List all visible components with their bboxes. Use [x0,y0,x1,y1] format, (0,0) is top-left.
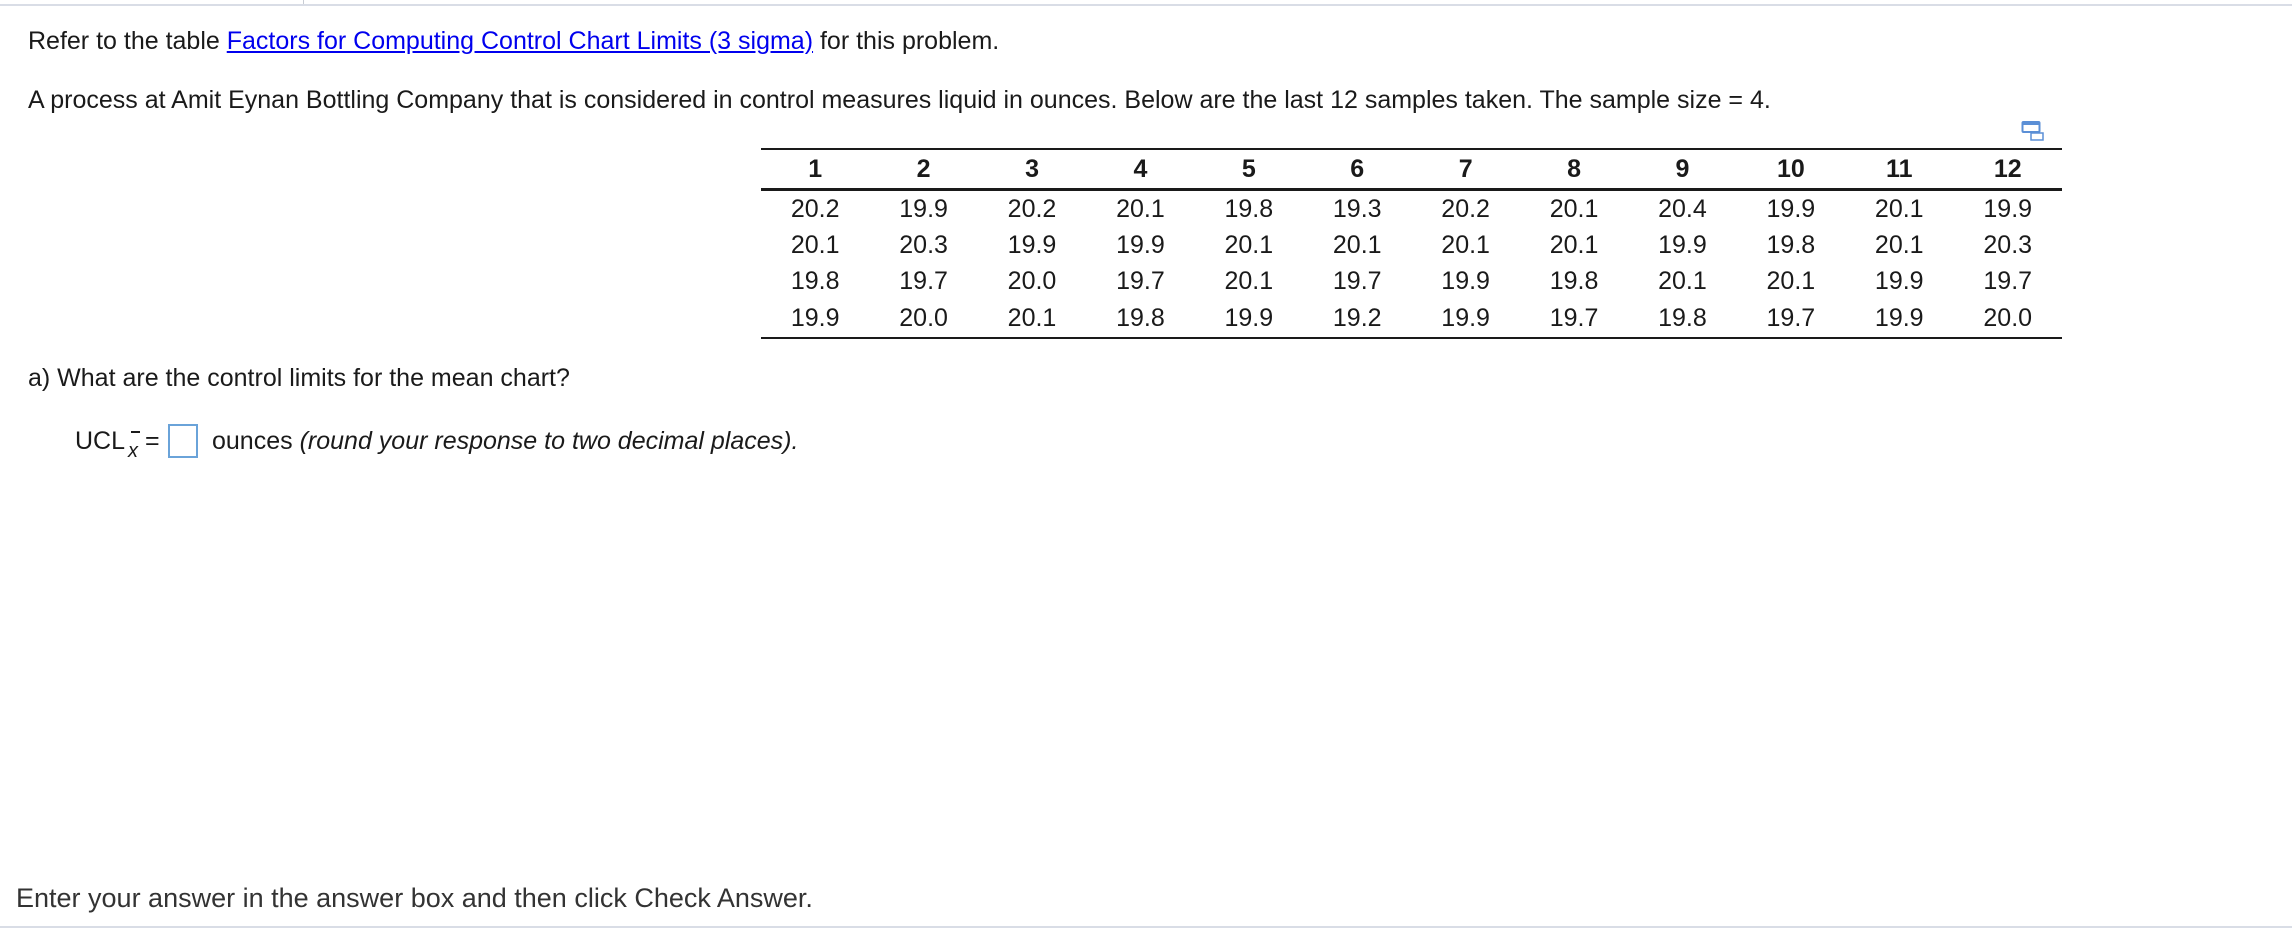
table-cell: 19.9 [1983,194,2033,223]
table-row [761,299,2062,338]
footer-instruction: Enter your answer in the answer box and then click Check Answer. [16,883,813,913]
table-cell: 19.9 [1845,299,1953,338]
table-cell: 20.1 [1224,266,1274,295]
column-header-2: 2 [869,149,977,190]
column-header-8: 8 [1520,149,1628,190]
ucl-label: UCL [75,427,126,455]
table-cell: 19.9 [1441,266,1490,295]
table-cell: 19.9 [1007,230,1057,259]
column-header-11: 11 [1845,149,1953,190]
column-header-9: 9 [1628,149,1736,190]
table-cell: 20.4 [1658,194,1707,223]
table-cell: 19.7 [1983,266,2033,295]
table-cell: 19.7 [1332,266,1382,295]
table-row [761,227,2062,263]
table-cell: 19.9 [899,194,948,223]
table-cell: 19.2 [1303,299,1411,338]
table-cell: 20.0 [869,299,977,338]
table-cell: 19.3 [1332,194,1382,223]
table-cell: 20.2 [1007,194,1057,223]
column-header-4: 4 [1086,149,1194,190]
unit-label: ounces [212,427,293,455]
reference-suffix: for this problem. [813,27,1000,55]
table-cell: 20.2 [1441,194,1490,223]
reference-prefix: Refer to the table [28,27,227,55]
table-row [761,190,2062,228]
table-cell: 19.8 [1224,194,1274,223]
table-cell: 20.1 [1549,230,1599,259]
table-cell: 19.9 [1658,230,1707,259]
table-cell: 20.1 [1332,230,1382,259]
table-cell: 19.7 [1737,299,1845,338]
ucl-subscript: x [128,440,138,462]
table-cell: 20.1 [1116,194,1165,223]
table-cell: 20.0 [1007,266,1057,295]
column-header-10: 10 [1737,149,1845,190]
table-cell: 20.0 [1953,299,2062,338]
table-cell: 20.1 [1874,230,1924,259]
question-a: a) What are the control limits for the mean chart? [28,364,570,392]
x-bar-overline [131,431,140,433]
ucl-answer-input[interactable] [168,424,198,458]
table-cell: 20.1 [1224,230,1274,259]
table-cell: 19.8 [790,266,840,295]
factors-table-link[interactable]: Factors for Computing Control Chart Limits (3 sigma) [226,27,814,55]
table-cell: 20.1 [1658,266,1707,295]
table-header-row [761,149,2062,190]
table-cell: 20.1 [978,299,1086,338]
column-header-1: 1 [761,149,869,190]
table-cell: 20.2 [790,194,840,223]
table-cell: 19.9 [1195,299,1303,338]
ucl-unit-hint [212,427,798,456]
column-header-7: 7 [1411,149,1519,190]
table-cell: 19.9 [1766,194,1816,223]
table-cell: 20.1 [1549,194,1599,223]
table-cell: 19.7 [1116,266,1165,295]
equals-sign: = [145,427,160,455]
top-divider-tick [303,0,304,4]
expand-window-icon[interactable] [2021,120,2045,142]
table-cell: 20.3 [1983,230,2033,259]
column-header-6: 6 [1303,149,1411,190]
column-header-12: 12 [1953,149,2062,190]
table-cell: 19.8 [1549,266,1599,295]
table-cell: 20.1 [1766,266,1816,295]
table-body [761,190,2062,339]
rounding-hint: (round your response to two decimal places). [299,427,799,455]
table-row [761,263,2062,299]
column-header-5: 5 [1195,149,1303,190]
table-cell: 19.9 [1874,266,1924,295]
column-header-3: 3 [978,149,1086,190]
samples-table [761,148,2062,339]
table-cell: 20.1 [1441,230,1490,259]
reference-line [28,25,999,57]
table-cell: 19.7 [1520,299,1628,338]
table-cell: 20.1 [790,230,840,259]
table-cell: 19.7 [899,266,948,295]
table-cell: 20.3 [899,230,948,259]
table-cell: 20.1 [1874,194,1924,223]
table-cell: 19.8 [1086,299,1194,338]
table-cell: 19.9 [1116,230,1165,259]
table-cell: 19.9 [761,299,869,338]
table-cell: 19.8 [1766,230,1816,259]
table-cell: 19.9 [1411,299,1519,338]
bottom-divider [0,926,2292,928]
problem-statement: A process at Amit Eynan Bottling Company that is considered in control measures liquid in ounces. Below are the last 12 samples taken. The sample size = 4. [28,86,1771,114]
table-cell: 19.8 [1628,299,1736,338]
top-divider [0,4,2292,6]
